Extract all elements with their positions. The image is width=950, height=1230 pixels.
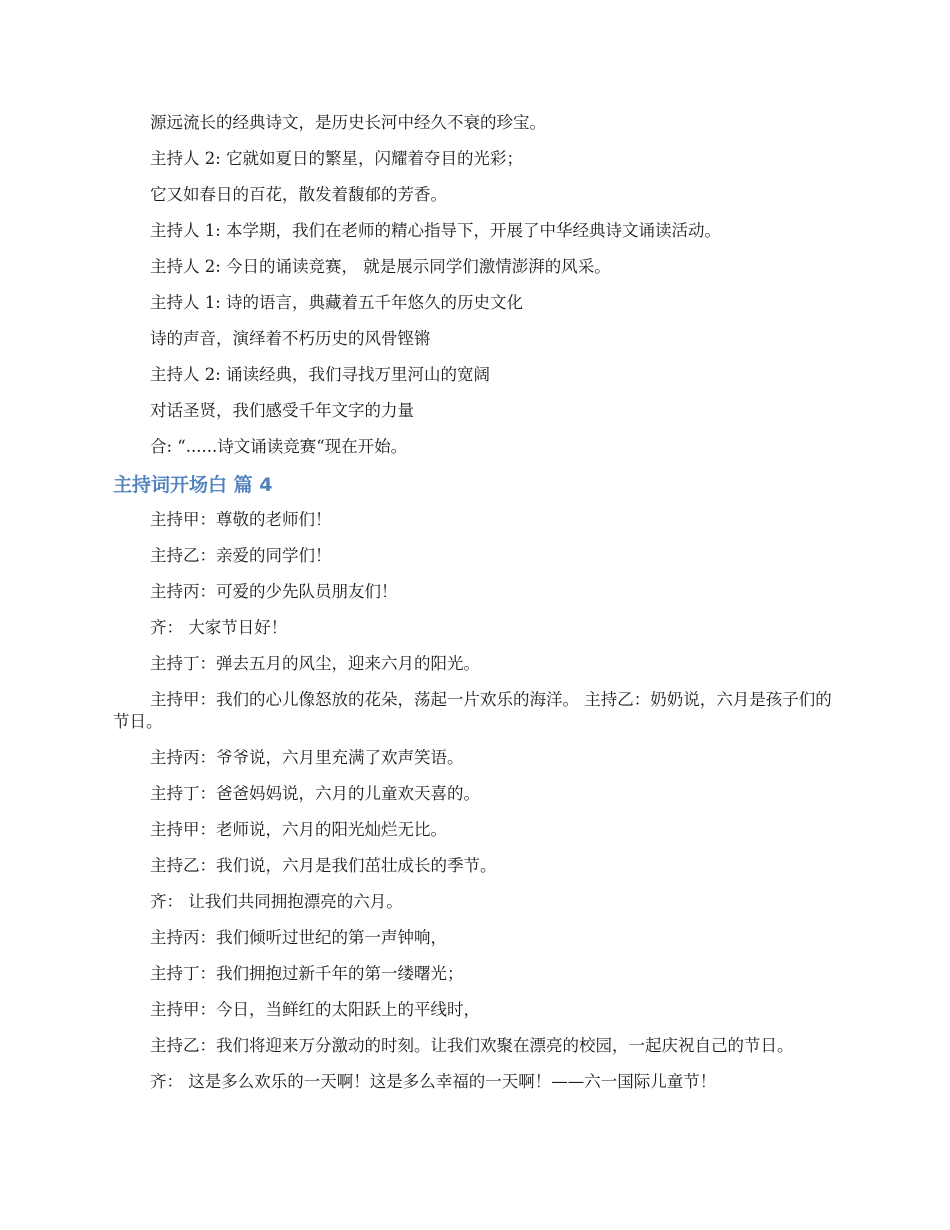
paragraph: 主持甲：今日，当鲜红的太阳跃上的平线时， [150, 1000, 480, 1019]
paragraph: 它又如春日的百花，散发着馥郁的芳香。 [150, 185, 447, 204]
paragraph: 齐： 让我们共同拥抱漂亮的六月。 [150, 892, 403, 911]
paragraph: 主持丁：弹去五月的风尘，迎来六月的阳光。 [150, 654, 480, 673]
paragraph: 主持丙：爷爷说，六月里充满了欢声笑语。 [150, 748, 464, 767]
paragraph: 源远流长的经典诗文，是历史长河中经久不衰的珍宝。 [150, 113, 546, 132]
paragraph: 主持乙：我们将迎来万分激动的时刻。让我们欢聚在漂亮的校园，一起庆祝自己的节日。 [150, 1036, 794, 1055]
paragraph: 主持甲：老师说，六月的阳光灿烂无比。 [150, 820, 447, 839]
paragraph: 诗的声音，演绎着不朽历史的风骨铿锵 [150, 329, 431, 348]
document-content [113, 112, 840, 1107]
paragraph: 主持人 2: 它就如夏日的繁星，闪耀着夺目的光彩； [150, 149, 524, 168]
paragraph: 齐： 大家节日好！ [150, 618, 288, 637]
paragraph: 主持人 2: 今日的诵读竞赛， 就是展示同学们激情澎湃的风采。 [150, 257, 611, 276]
paragraph: 主持丙：可爱的少先队员朋友们！ [150, 582, 398, 601]
paragraph: 合: “......诗文诵读竞赛“现在开始。 [150, 437, 408, 456]
paragraph: 主持乙：亲爱的同学们！ [150, 546, 332, 565]
paragraph: 主持人 2: 诵读经典，我们寻找万里河山的宽阔 [150, 365, 491, 384]
paragraph: 对话圣贤，我们感受千年文字的力量 [150, 401, 414, 420]
paragraph: 主持人 1: 本学期，我们在老师的精心指导下，开展了中华经典诗文诵读活动。 [150, 221, 722, 240]
section-heading: 主持词开场白 篇 4 [113, 474, 273, 496]
paragraph: 主持乙：我们说，六月是我们茁壮成长的季节。 [150, 856, 497, 875]
paragraph: 主持甲：我们的心儿像怒放的花朵，荡起一片欢乐的海洋。 主持乙：奶奶说，六月是孩子们的节日。 [113, 690, 832, 731]
paragraph: 齐： 这是多么欢乐的一天啊！这是多么幸福的一天啊！——六一国际儿童节！ [150, 1072, 717, 1091]
paragraph: 主持丁：我们拥抱过新千年的第一缕曙光； [150, 964, 464, 983]
paragraph: 主持人 1: 诗的语言，典藏着五千年悠久的历史文化 [150, 293, 524, 312]
paragraph: 主持丙：我们倾听过世纪的第一声钟响， [150, 928, 447, 947]
paragraph: 主持甲：尊敬的老师们！ [150, 510, 332, 529]
paragraph: 主持丁：爸爸妈妈说，六月的儿童欢天喜的。 [150, 784, 480, 803]
